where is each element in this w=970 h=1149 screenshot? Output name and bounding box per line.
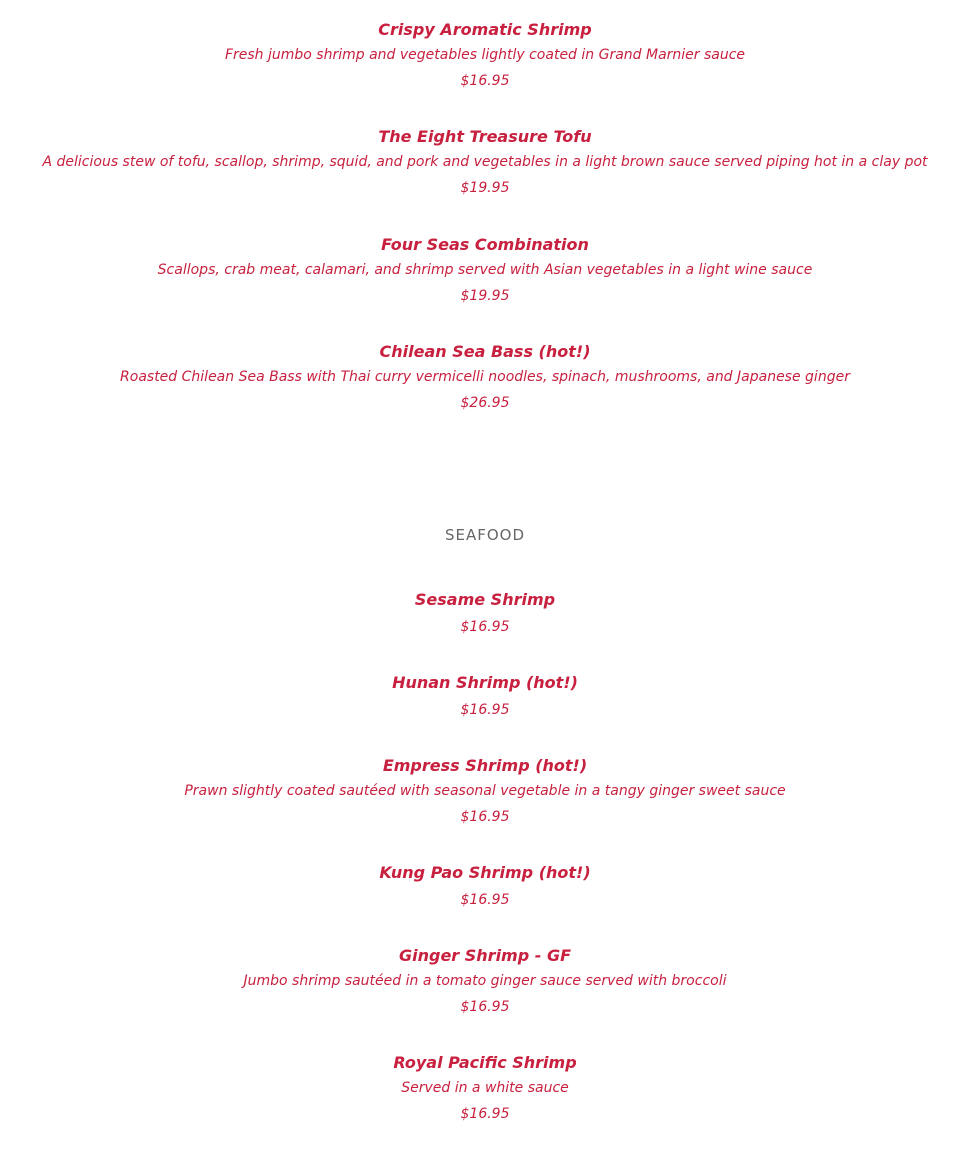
- menu-item-eight-treasure-tofu: [0, 127, 970, 197]
- menu-item-crispy-aromatic-shrimp: [0, 20, 970, 90]
- menu-item-description: Jumbo shrimp sautéed in a tomato ginger sauce served with broccoli: [243, 973, 727, 989]
- menu-item-name: The Eight Treasure Tofu: [378, 127, 592, 146]
- menu-item-hunan-shrimp: [0, 673, 970, 719]
- menu-item-royal-pacific-shrimp: [0, 1053, 970, 1123]
- menu-item-name: Chilean Sea Bass (hot!): [379, 342, 591, 361]
- menu-item-price: $16.95: [460, 73, 510, 89]
- menu-item-price: $16.95: [460, 809, 510, 825]
- menu-item-price: $16.95: [460, 1106, 510, 1122]
- menu-item-four-seas-combination: [0, 235, 970, 305]
- menu-item-description: Fresh jumbo shrimp and vegetables lightly coated in Grand Marnier sauce: [224, 47, 746, 63]
- menu-item-description: Served in a white sauce: [401, 1080, 569, 1096]
- menu-item-ginger-shrimp: [0, 946, 970, 1016]
- menu-item-price: $19.95: [460, 180, 510, 196]
- menu-item-kung-pao-shrimp: [0, 863, 970, 909]
- menu-item-sesame-shrimp: [0, 590, 970, 636]
- menu-item-description: A delicious stew of tofu, scallop, shrimp, squid, and pork and vegetables in a light brown sauce served piping hot in a clay pot: [42, 154, 928, 170]
- menu-item-name: Sesame Shrimp: [414, 590, 556, 609]
- section-heading-seafood: SEAFOOD: [444, 526, 526, 544]
- menu-item-name: Empress Shrimp (hot!): [382, 756, 588, 775]
- menu-item-name: Four Seas Combination: [381, 235, 589, 254]
- menu-item-name: Kung Pao Shrimp (hot!): [379, 863, 591, 882]
- menu-item-description: Scallops, crab meat, calamari, and shrimp served with Asian vegetables in a light wine sauce: [157, 262, 813, 278]
- menu-item-name: Crispy Aromatic Shrimp: [378, 20, 592, 39]
- menu-item-name: Ginger Shrimp - GF: [398, 946, 572, 965]
- menu-item-description: Roasted Chilean Sea Bass with Thai curry vermicelli noodles, spinach, mushrooms, and Japanese ginger: [120, 369, 850, 385]
- menu-item-chilean-sea-bass: [0, 342, 970, 412]
- menu-item-description: Prawn slightly coated sautéed with seasonal vegetable in a tangy ginger sweet sauce: [184, 783, 786, 799]
- menu-item-price: $16.95: [460, 892, 510, 908]
- menu-item-empress-shrimp: [0, 756, 970, 826]
- menu-item-name: Hunan Shrimp (hot!): [392, 673, 578, 692]
- menu-item-name: Royal Pacific Shrimp: [393, 1053, 577, 1072]
- menu-item-price: $19.95: [460, 288, 510, 304]
- menu-item-price: $16.95: [460, 619, 510, 635]
- menu-item-price: $16.95: [460, 999, 510, 1015]
- menu-item-price: $16.95: [460, 702, 510, 718]
- menu-item-price: $26.95: [460, 395, 510, 411]
